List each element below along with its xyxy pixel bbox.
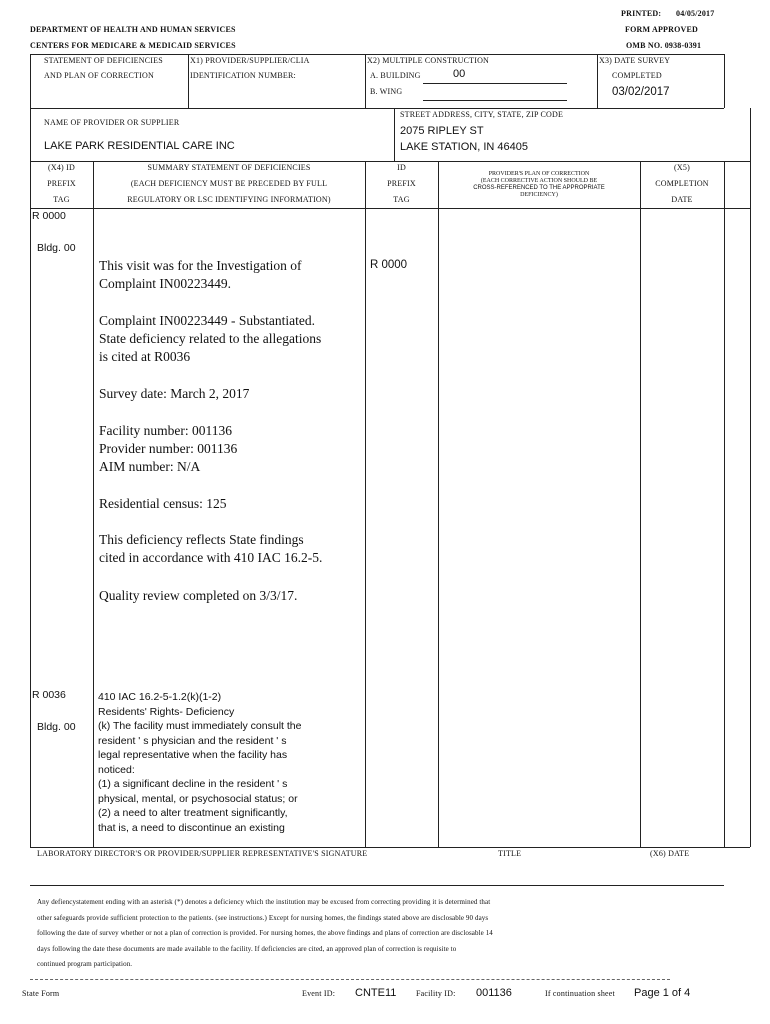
form-approved: FORM APPROVED	[625, 25, 699, 34]
x3-label-1: X3) DATE SURVEY	[599, 56, 671, 65]
d-line-3: (k) The facility must immediately consult the	[98, 720, 302, 732]
omb-number: OMB NO. 0938-0391	[626, 41, 702, 50]
printed-date: 04/05/2017	[676, 9, 715, 18]
address-line-1: 2075 RIPLEY ST	[400, 125, 484, 137]
x1-label-2: IDENTIFICATION NUMBER:	[190, 71, 296, 80]
disclaimer-line-4: days following the date these documents are made available to the facility. If deficiencies are cited, an approved plan of correction is requisite to	[37, 944, 457, 953]
plan-header-1: PROVIDER'S PLAN OF CORRECTION	[488, 171, 590, 177]
facility-id-value: 001136	[476, 987, 512, 999]
department-title: DEPARTMENT OF HEALTH AND HUMAN SERVICES	[30, 25, 236, 34]
director-signature-label: LABORATORY DIRECTOR'S OR PROVIDER/SUPPLIER REPRESENTATIVE'S SIGNATURE	[37, 849, 368, 858]
building-label: A. BUILDING	[370, 71, 421, 80]
disclaimer	[37, 895, 727, 973]
entry1-text	[99, 257, 361, 293]
x4-header-1: (X4) ID	[48, 163, 75, 172]
survey-completed-date: 03/02/2017	[612, 86, 670, 98]
event-id-label: Event ID:	[302, 989, 336, 998]
statement-label-2: AND PLAN OF CORRECTION	[44, 71, 154, 80]
id-header-1: ID	[397, 163, 406, 172]
x2-label: X2) MULTIPLE CONSTRUCTION	[367, 56, 490, 65]
p2-line-3: is cited at R0036	[99, 349, 191, 364]
entry2-text	[98, 690, 363, 835]
facility-id-label: Facility ID:	[416, 989, 456, 998]
summary-header-3: REGULATORY OR LSC IDENTIFYING INFORMATION)	[127, 195, 331, 204]
printed-label: PRINTED:	[621, 9, 662, 18]
d-line-8: physical, mental, or psychosocial status; or	[98, 792, 298, 805]
x4-header-2: PREFIX	[47, 179, 76, 188]
disclaimer-line-2: other safeguards provide sufficient protection to the patients. (see instructions.) Except for nursing homes, the findings stated above are disclosable 90 days	[37, 913, 489, 922]
plan-header-4: DEFICIENCY)	[520, 192, 558, 198]
d-line-5: legal representative when the facility has	[98, 749, 288, 761]
p6-line-2: cited in accordance with 410 IAC 16.2-5.	[99, 550, 323, 565]
disclaimer-line-5: continued program participation.	[37, 960, 133, 968]
id-header-2: PREFIX	[387, 179, 416, 188]
p4-line-3: AIM number: N/A	[99, 459, 201, 474]
event-id-value: CNTE11	[355, 987, 397, 999]
d-line-7: (1) a significant decline in the resident ' s	[98, 778, 288, 790]
state-form-label: State Form	[22, 989, 60, 998]
plan-header-2: (EACH CORRECTIVE ACTION SHOULD BE	[480, 178, 598, 184]
entry1-numbers	[99, 422, 361, 476]
provider-name-label: NAME OF PROVIDER OR SUPPLIER	[44, 118, 180, 127]
plan-header-3: CROSS-REFERENCED TO THE APPROPRIATE	[473, 185, 605, 191]
entry1-right-tag: R 0000	[370, 259, 408, 271]
entry1-tag: R 0000	[32, 210, 66, 222]
title-label: TITLE	[498, 849, 522, 858]
address-line-2: LAKE STATION, IN 46405	[400, 141, 528, 153]
disclaimer-line-3: following the date of survey whether or not a plan of correction is provided. For nursing homes, the above findings and plans of correction are disclosable 14	[37, 929, 493, 937]
d-line-6: noticed:	[98, 763, 135, 776]
p2-line-1: Complaint IN00223449 - Substantiated.	[99, 313, 315, 328]
continuation-label: If continuation sheet	[545, 989, 615, 998]
x5-header-1: (X5)	[674, 163, 690, 172]
entry2-building: Bldg. 00	[37, 721, 76, 733]
id-header-3: TAG	[393, 195, 410, 204]
entry1-complaint	[99, 312, 361, 366]
entry1-building: Bldg. 00	[37, 242, 76, 254]
p4-line-2: Provider number: 001136	[99, 441, 238, 456]
disclaimer-line-1: Any defiencystatement ending with an asterisk (*) denotes a deficiency which the institution may be excused from correcting providing it is determined that	[37, 898, 491, 906]
page-number: Page 1 of 4	[634, 987, 691, 999]
summary-header-1: SUMMARY STATEMENT OF DEFICIENCIES	[147, 163, 311, 172]
d-line-9: (2) a need to alter treatment significantly,	[98, 807, 288, 819]
statement-label-1: STATEMENT OF DEFICIENCIES	[44, 56, 163, 65]
p2-line-2: State deficiency related to the allegations	[99, 331, 322, 346]
wing-label: B. WING	[370, 87, 403, 96]
p7-line-1: Quality review completed on 3/3/17.	[99, 588, 298, 603]
d-line-10: that is, a need to discontinue an existing	[98, 821, 285, 834]
p4-line-1: Facility number: 001136	[99, 423, 232, 438]
d-line-1: 410 IAC 16.2-5-1.2(k)(1-2)	[98, 691, 222, 703]
d-line-2: Residents' Rights- Deficiency	[98, 705, 235, 718]
p3-line-1: Survey date: March 2, 2017	[99, 386, 250, 401]
footer-divider	[30, 979, 670, 980]
building-value: 00	[453, 68, 466, 80]
x3-label-2: COMPLETED	[612, 71, 662, 80]
p6-line-1: This deficiency reflects State findings	[99, 532, 304, 547]
p5-line-1: Residential census: 125	[99, 496, 227, 511]
x1-label-1: X1) PROVIDER/SUPPLIER/CLIA	[190, 56, 310, 65]
entry1-findings	[99, 531, 361, 567]
address-label: STREET ADDRESS, CITY, STATE, ZIP CODE	[400, 110, 564, 119]
d-line-4: resident ' s physician and the resident ' s	[98, 734, 287, 747]
summary-header-2: (EACH DEFICIENCY MUST BE PRECEDED BY FULL	[130, 179, 328, 188]
p1-line-1: This visit was for the Investigation of	[99, 258, 302, 273]
p1-line-2: Complaint IN00223449.	[99, 276, 231, 291]
x4-header-3: TAG	[53, 195, 70, 204]
x5-header-3: DATE	[671, 195, 693, 204]
x6-date-label: (X6) DATE	[650, 849, 690, 858]
centers-title: CENTERS FOR MEDICARE & MEDICAID SERVICES	[30, 41, 236, 50]
x5-header-2: COMPLETION	[655, 179, 709, 188]
entry2-tag: R 0036	[32, 689, 66, 701]
provider-name: LAKE PARK RESIDENTIAL CARE INC	[44, 140, 235, 152]
